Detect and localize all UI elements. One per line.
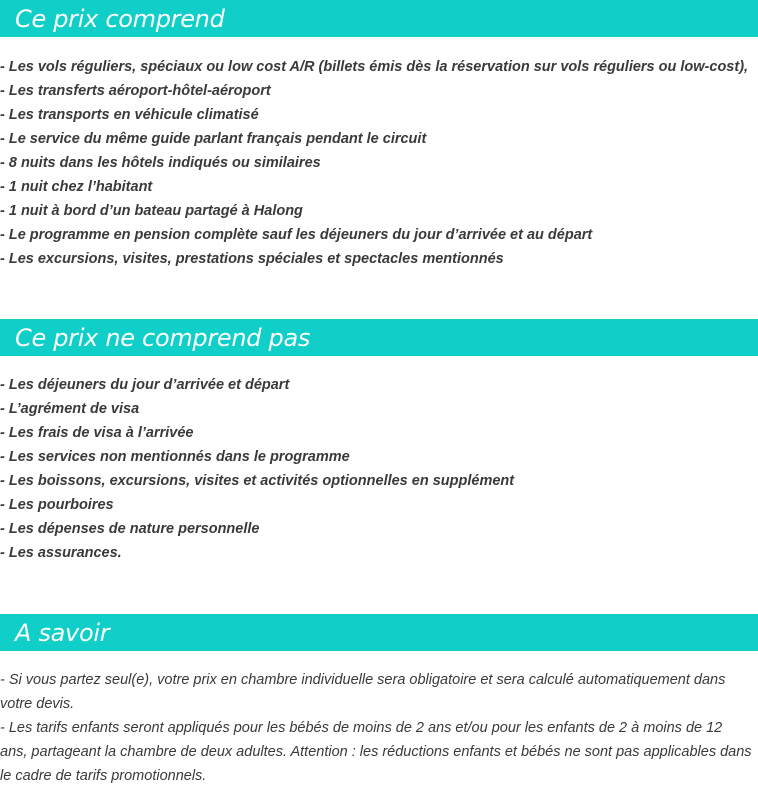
section-title-notes: A savoir <box>15 618 110 647</box>
list-item: - 1 nuit chez l’habitant <box>0 179 153 195</box>
list-item: - Les assurances. <box>0 545 122 561</box>
list-item: - Les boissons, excursions, visites et activités optionnelles en supplément <box>0 473 515 489</box>
includes-list <box>0 55 758 271</box>
list-item: - 1 nuit à bord d’un bateau partagé à Halong <box>0 203 303 219</box>
list-item: - Les vols réguliers, spéciaux ou low cost A/R (billets émis dès la réservation sur vols réguliers ou low-cost), <box>0 59 749 75</box>
list-item: - Les déjeuners du jour d’arrivée et départ <box>0 377 290 393</box>
section-header-includes <box>0 0 758 37</box>
section-title-excludes: Ce prix ne comprend pas <box>15 323 311 352</box>
section-header-excludes <box>0 319 758 356</box>
section-title-includes: Ce prix comprend <box>15 4 225 33</box>
list-item: - 8 nuits dans les hôtels indiqués ou similaires <box>0 155 321 171</box>
section-header-notes <box>0 614 758 651</box>
list-item: - Les services non mentionnés dans le programme <box>0 449 350 465</box>
notes-block <box>0 668 752 788</box>
note-paragraph: - Si vous partez seul(e), votre prix en chambre individuelle sera obligatoire et sera calculé automatiquement dans votre devis. <box>0 672 726 712</box>
list-item: - Le programme en pension complète sauf les déjeuners du jour d’arrivée et au départ <box>0 227 593 243</box>
list-item: - Les frais de visa à l’arrivée <box>0 425 194 441</box>
list-item: - Les pourboires <box>0 497 114 513</box>
excludes-list <box>0 373 758 565</box>
list-item: - Les transferts aéroport-hôtel-aéroport <box>0 83 271 99</box>
list-item: - Les dépenses de nature personnelle <box>0 521 260 537</box>
list-item: - Les excursions, visites, prestations spéciales et spectacles mentionnés <box>0 251 504 267</box>
list-item: - Les transports en véhicule climatisé <box>0 107 259 123</box>
list-item: - L’agrément de visa <box>0 401 140 417</box>
list-item: - Le service du même guide parlant français pendant le circuit <box>0 131 427 147</box>
note-paragraph: - Les tarifs enfants seront appliqués pour les bébés de moins de 2 ans et/ou pour les enfants de 2 à moins de 12 ans, partageant la chambre de deux adultes. Attention : les réductions enfants et bébés ne sont pas applicables dans le cadre de tarifs promotionnels. <box>0 720 752 784</box>
